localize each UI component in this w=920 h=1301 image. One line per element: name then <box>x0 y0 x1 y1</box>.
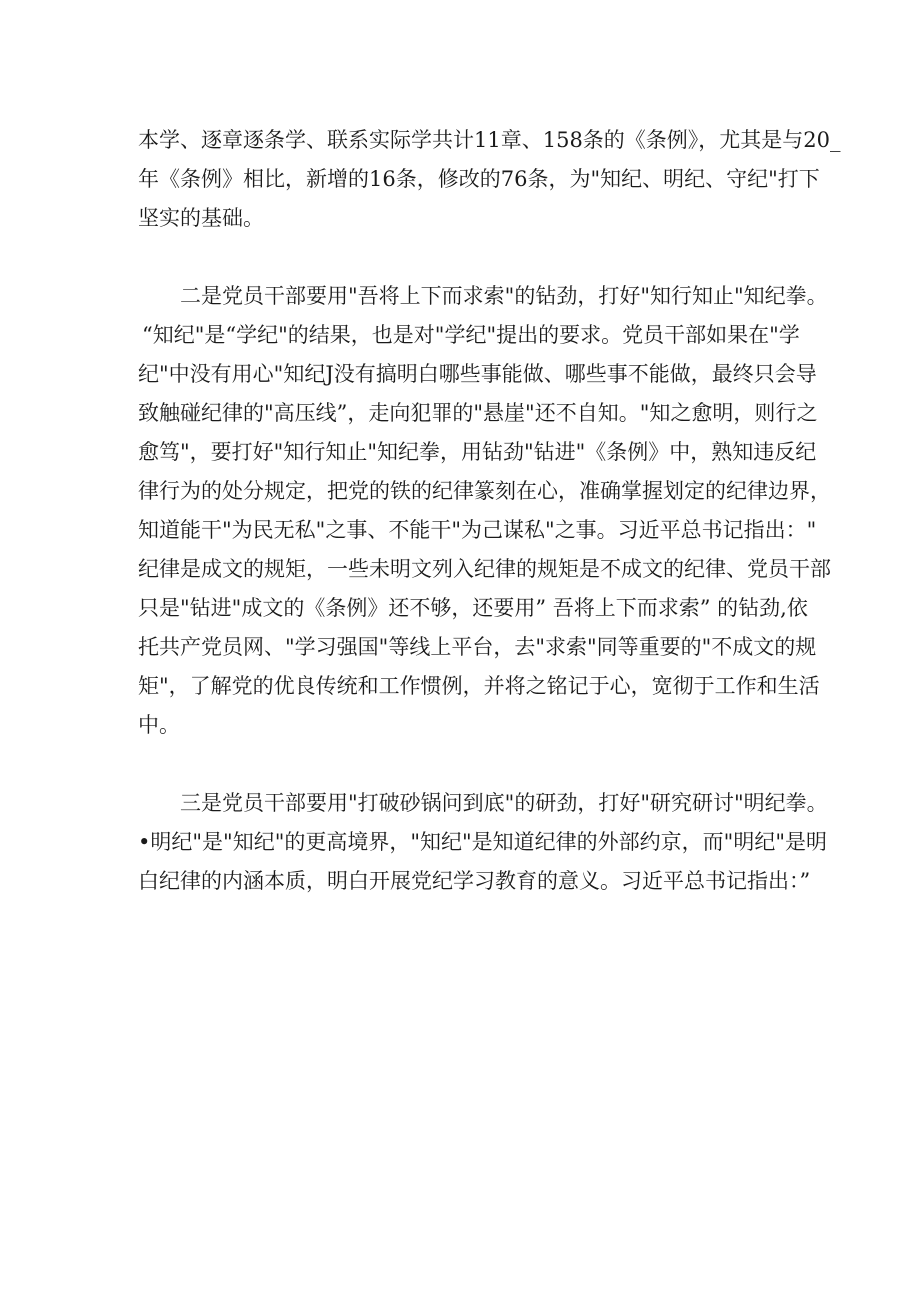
paragraph-3 <box>138 784 828 901</box>
text-line: 坚实的基础。 <box>138 206 264 230</box>
text-line: 只是"钻进"成文的《条例》还不够，还要用” 吾将上下而求索” 的钻劲,依 <box>138 596 808 620</box>
text-line: “知纪"是“学纪"的结果，也是对"学纪"提出的要求。党员干部如果在"学 <box>142 323 800 347</box>
paragraph-gap <box>138 745 798 784</box>
paragraph-gap <box>138 238 798 277</box>
text-line: 三是党员干部要用"打破砂锅问到底"的研劲，打好"研究研讨"明纪拳。 <box>180 791 828 815</box>
text-line: 矩"，了解党的优良传统和工作惯例，并将之铭记于心，宽彻于工作和生活 <box>138 674 820 698</box>
text-line: 中。 <box>138 713 180 737</box>
text-line: 愈笃"，要打好"知行知止"知纪拳，用钻劲"钻进"《条例》中，熟知违反纪 <box>138 440 817 464</box>
text-line: 律行为的处分规定，把党的铁的纪律篆刻在心，准确掌握划定的纪律边界， <box>138 479 831 503</box>
text-line: 纪律是成文的规矩，一些未明文列入纪律的规矩是不成文的纪律、党员干部 <box>138 557 831 581</box>
paragraph-2 <box>138 277 831 745</box>
text-line: •明纪"是"知纪"的更高境界，"知纪"是知道纪律的外部约京，而"明纪"是明 <box>138 830 827 854</box>
text-line: 年《条例》相比，新增的16条，修改的76条，为"知纪、明纪、守纪"打下 <box>138 167 820 191</box>
text-line: 本学、逐章逐条学、联系实际学共计11章、158条的《条例》，尤其是与20_ <box>138 128 841 152</box>
text-line: 知道能干"为民无私"之事、不能干"为己谋私"之事。习近平总书记指出：" <box>138 518 817 542</box>
text-line: 二是党员干部要用"吾将上下而求索"的钻劲，打好"知行知止"知纪拳。 <box>180 284 828 308</box>
paragraph-1 <box>138 121 841 238</box>
text-line: 致触碰纪律的"高压线”，走向犯罪的"悬崖"还不自知。"知之愈明，则行之 <box>138 401 818 425</box>
text-line: 纪"中没有用心"知纪J没有搞明白哪些事能做、哪些事不能做，最终只会导 <box>138 362 817 386</box>
text-line: 白纪律的内涵本质，明白开展党纪学习教育的意义。习近平总书记指出：” <box>138 869 811 893</box>
document-body <box>138 121 841 901</box>
text-line: 托共产党员网、"学习强国"等线上平台，去"求索"同等重要的"不成文的规 <box>138 635 817 659</box>
